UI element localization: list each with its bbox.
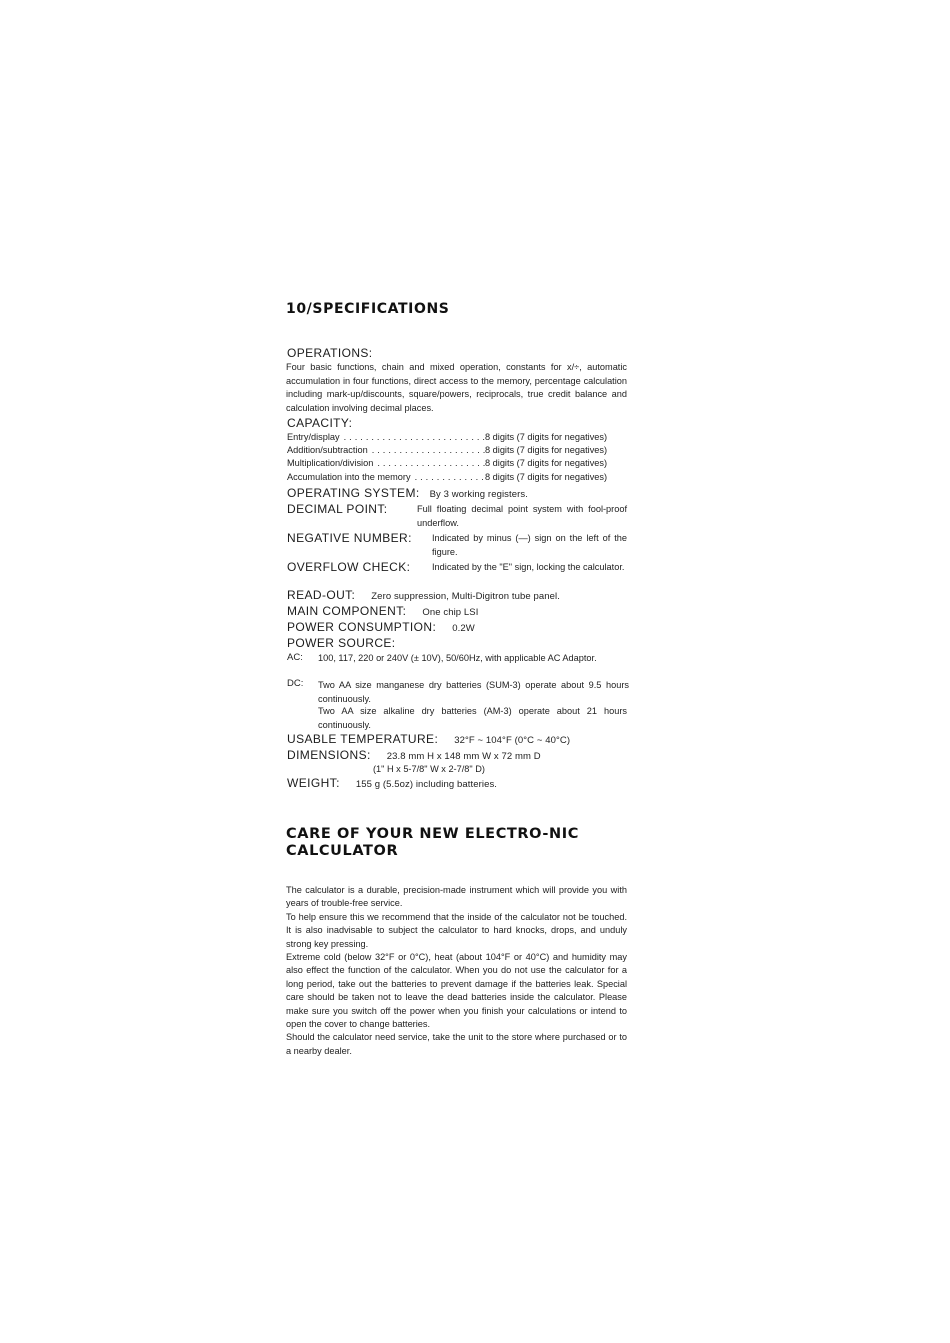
operating-system-spec: [287, 486, 528, 500]
ac-prefix: AC:: [287, 652, 303, 663]
power-source-label: POWER SOURCE:: [287, 636, 396, 650]
power-consumption-spec: [287, 620, 475, 634]
capacity-row-name: Accumulation into the memory: [287, 472, 411, 482]
spec-value: 32°F ~ 104°F (0°C ~ 40°C): [454, 735, 571, 746]
spec-value: 0.2W: [452, 623, 475, 634]
spec-label: MAIN COMPONENT:: [287, 604, 407, 618]
usable-temperature-spec: [287, 732, 570, 746]
leader-dots: [373, 458, 485, 471]
spec-value: 155 g (5.5oz) including batteries.: [355, 779, 498, 790]
spec-label: OPERATING SYSTEM:: [287, 486, 420, 500]
weight-spec: [287, 776, 497, 790]
spec-label: WEIGHT:: [287, 776, 340, 790]
care-paragraph: To help ensure this we recommend that the inside of the calculator not be touched. It is also inadvisable to subject the calculator to hard knocks, drops, and unduly strong key pressing.: [286, 911, 627, 949]
spec-label: POWER CONSUMPTION:: [287, 620, 437, 634]
dc-text-manganese: Two AA size manganese dry batteries (SUM-3) operate about 9.5 hours continuously.: [318, 680, 629, 704]
operations-text: Four basic functions, chain and mixed operation, constants for x/÷, automatic accumulation in four functions, direct access to the memory, percentage calculation including mark-up/discounts, square/powers, reciprocals, true credit balance and calculation involving decimal places.: [286, 362, 627, 413]
spec-value: By 3 working registers.: [429, 489, 528, 500]
specifications-heading: 10/SPECIFICATIONS: [286, 301, 450, 317]
care-text: [286, 884, 627, 1058]
negative-number-label: NEGATIVE NUMBER:: [287, 531, 412, 545]
leader-dots: [340, 432, 485, 445]
dc-text-alkaline: Two AA size alkaline dry batteries (AM-3) operate about 21 hours continuously.: [318, 706, 627, 730]
capacity-row-name: Multiplication/division: [287, 458, 374, 468]
capacity-row: [287, 432, 627, 445]
capacity-row-digits: 8 digits (7 digits for negatives): [485, 472, 608, 482]
capacity-row-digits: 8 digits (7 digits for negatives): [485, 432, 608, 442]
decimal-point-label: DECIMAL POINT:: [287, 502, 388, 516]
capacity-row-name: Addition/subtraction: [287, 445, 368, 455]
spec-label: READ-OUT:: [287, 588, 356, 602]
spec-label: USABLE TEMPERATURE:: [287, 732, 439, 746]
capacity-row: [287, 472, 627, 485]
operations-label: OPERATIONS:: [287, 346, 373, 360]
care-paragraph: Extreme cold (below 32°F or 0°C), heat (about 104°F or 40°C) and humidity may also effect the function of the calculator. When you do not use the calculator for a long period, take out the batteries to prevent damage if the batteries leak. Special care should be taken not to leave the dead batteries inside the calculator. Please make sure you switch off the power when you finish your calculations or intend to open the cover to change batteries.: [286, 952, 627, 1030]
ac-text: 100, 117, 220 or 240V (± 10V), 50/60Hz, with applicable AC Adaptor.: [318, 653, 597, 663]
overflow-check-value: Indicated by the "E" sign, locking the calculator.: [432, 562, 625, 572]
dimensions-spec: [287, 748, 541, 762]
care-heading: CARE OF YOUR NEW ELECTRO-NIC CALCULATOR: [286, 826, 579, 859]
capacity-row-name: Entry/display: [287, 432, 340, 442]
dimensions-imperial: (1" H x 5-7/8" W x 2-7/8" D): [373, 764, 485, 774]
leader-dots: [368, 445, 485, 458]
spec-value: One chip LSI: [422, 607, 479, 618]
decimal-point-value: Full floating decimal point system with fool-proof underflow.: [417, 504, 627, 528]
capacity-row-digits: 8 digits (7 digits for negatives): [485, 445, 608, 455]
spec-label: DIMENSIONS:: [287, 748, 371, 762]
capacity-label: CAPACITY:: [287, 416, 353, 430]
readout-spec: [287, 588, 560, 602]
negative-number-value: Indicated by minus (—) sign on the left of the figure.: [432, 533, 627, 557]
leader-dots: [411, 472, 485, 485]
capacity-row-digits: 8 digits (7 digits for negatives): [485, 458, 608, 468]
main-component-spec: [287, 604, 478, 618]
care-paragraph: The calculator is a durable, precision-made instrument which will provide you with years of trouble-free service.: [286, 885, 627, 909]
capacity-row: [287, 445, 627, 458]
capacity-row: [287, 458, 627, 471]
overflow-check-label: OVERFLOW CHECK:: [287, 560, 411, 574]
spec-value: Zero suppression, Multi-Digitron tube panel.: [371, 591, 560, 602]
spec-value: 23.8 mm H x 148 mm W x 72 mm D: [386, 751, 541, 762]
care-paragraph: Should the calculator need service, take the unit to the store where purchased or to a nearby dealer.: [286, 1032, 627, 1056]
dc-prefix: DC:: [287, 678, 304, 689]
